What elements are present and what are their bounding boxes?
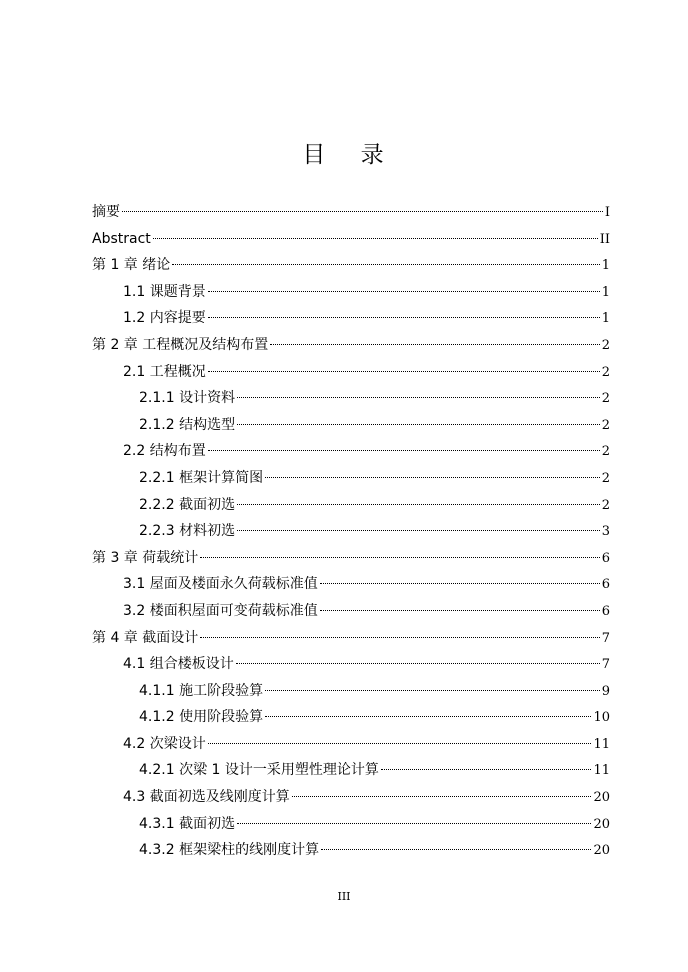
toc-entry[interactable] [92,598,610,625]
toc-leader-dots [320,610,600,611]
toc-entry[interactable] [92,757,610,784]
toc-entry[interactable] [92,279,610,306]
toc-entry[interactable] [92,305,610,332]
toc-entry-page: 6 [601,550,610,566]
toc-leader-dots [122,211,603,212]
page-title: 目 录 [302,142,398,168]
toc-entry[interactable] [92,811,610,838]
toc-leader-dots [381,769,592,770]
toc-leader-dots [200,637,599,638]
toc-entry-title: 4.1 组合楼板设计 [123,656,234,673]
toc-entry[interactable] [92,784,610,811]
toc-entry-page: 7 [601,657,610,673]
toc-entry[interactable] [92,252,610,279]
toc-entry[interactable] [92,837,610,864]
toc-entry-title: 第 2 章 工程概况及结构布置 [92,336,269,353]
toc-entry-title: Abstract [92,230,151,247]
toc-entry-title: 4.1.2 使用阶段验算 [139,709,264,726]
toc-entry-title: 4.3 截面初选及线刚度计算 [123,789,290,806]
toc-leader-dots [270,344,599,345]
toc-entry-title: 4.3.2 框架梁柱的线刚度计算 [139,842,320,859]
toc-leader-dots [321,849,591,850]
toc-leader-dots [208,291,600,292]
toc-entry[interactable] [92,465,610,492]
toc-entry-page: 20 [593,790,610,806]
toc-leader-dots [320,583,600,584]
toc-entry[interactable] [92,704,610,731]
toc-entry[interactable] [92,545,610,572]
toc-entry-page: 2 [601,444,610,460]
toc-leader-dots [208,371,600,372]
toc-entry-page: 2 [601,470,610,486]
toc-entry-page: 3 [601,524,610,540]
toc-entry[interactable] [92,678,610,705]
toc-entry[interactable] [92,625,610,652]
toc-entry-title: 2.1.2 结构选型 [139,416,236,433]
toc-leader-dots [172,264,599,265]
toc-entry-title: 第 1 章 绪论 [92,257,171,274]
toc-entry-page: II [599,231,610,247]
toc-entry-title: 1.1 课题背景 [123,283,206,300]
toc-entry-page: I [604,205,610,220]
toc-entry-page: 2 [601,417,610,433]
toc-entry-page: 2 [601,497,610,513]
toc-entry-title: 3.2 楼面积屋面可变荷载标准值 [123,602,318,619]
page-number: III [337,890,351,903]
toc-entry[interactable] [92,492,610,519]
toc-leader-dots [292,796,592,797]
toc-entry[interactable] [92,412,610,439]
toc-entry-page: 11 [593,736,610,752]
toc-entry-page: 1 [601,311,610,327]
toc-entry-title: 2.2.2 截面初选 [139,496,236,513]
toc-entry[interactable] [92,731,610,758]
toc-entry[interactable] [92,518,610,545]
toc-entry-page: 2 [601,364,610,380]
toc-leader-dots [265,716,591,717]
toc-entry-title: 1.2 内容提要 [123,310,206,327]
toc-entry[interactable] [92,385,610,412]
toc-entry-title: 4.1.1 施工阶段验算 [139,682,264,699]
toc-leader-dots [236,663,600,664]
toc-entry-title: 4.3.1 截面初选 [139,815,236,832]
toc-entry-title: 2.1 工程概况 [123,363,206,380]
toc-entry-title: 4.2.1 次梁 1 设计一采用塑性理论计算 [139,762,379,779]
toc-leader-dots [208,743,592,744]
toc-entry[interactable] [92,332,610,359]
toc-leader-dots [208,317,600,318]
toc-entry-title: 第 4 章 截面设计 [92,629,199,646]
toc-entry-page: 6 [601,577,610,593]
toc-leader-dots [237,823,591,824]
toc-entry[interactable] [92,571,610,598]
toc-entry-page: 20 [593,816,610,832]
toc-leader-dots [153,238,598,239]
toc-leader-dots [237,424,600,425]
table-of-contents [92,199,610,864]
toc-entry-page: 1 [601,258,610,274]
toc-leader-dots [208,450,600,451]
toc-entry-page: 11 [593,763,610,779]
toc-leader-dots [200,557,599,558]
toc-entry-page: 9 [601,683,610,699]
toc-entry-page: 1 [601,284,610,300]
toc-entry-title: 4.2 次梁设计 [123,735,206,752]
toc-entry[interactable] [92,359,610,386]
toc-leader-dots [237,504,600,505]
toc-entry-page: 2 [601,337,610,353]
toc-entry-title: 摘要 [92,204,120,220]
toc-entry[interactable] [92,226,610,253]
toc-leader-dots [265,477,600,478]
toc-entry-title: 2.2.1 框架计算简图 [139,469,264,486]
toc-entry-page: 2 [601,391,610,407]
toc-leader-dots [237,397,600,398]
toc-entry-page: 7 [601,630,610,646]
toc-entry-title: 2.1.1 设计资料 [139,390,236,407]
toc-entry[interactable] [92,438,610,465]
toc-entry-page: 10 [593,710,610,726]
toc-entry-title: 2.2 结构布置 [123,443,206,460]
toc-entry-title: 3.1 屋面及楼面永久荷载标准值 [123,576,318,593]
toc-entry-title: 第 3 章 荷载统计 [92,549,199,566]
toc-entry-page: 6 [601,603,610,619]
toc-leader-dots [265,690,600,691]
toc-entry[interactable] [92,199,610,226]
toc-entry-title: 2.2.3 材料初选 [139,523,236,540]
toc-entry-page: 20 [593,843,610,859]
toc-entry[interactable] [92,651,610,678]
toc-leader-dots [237,530,600,531]
